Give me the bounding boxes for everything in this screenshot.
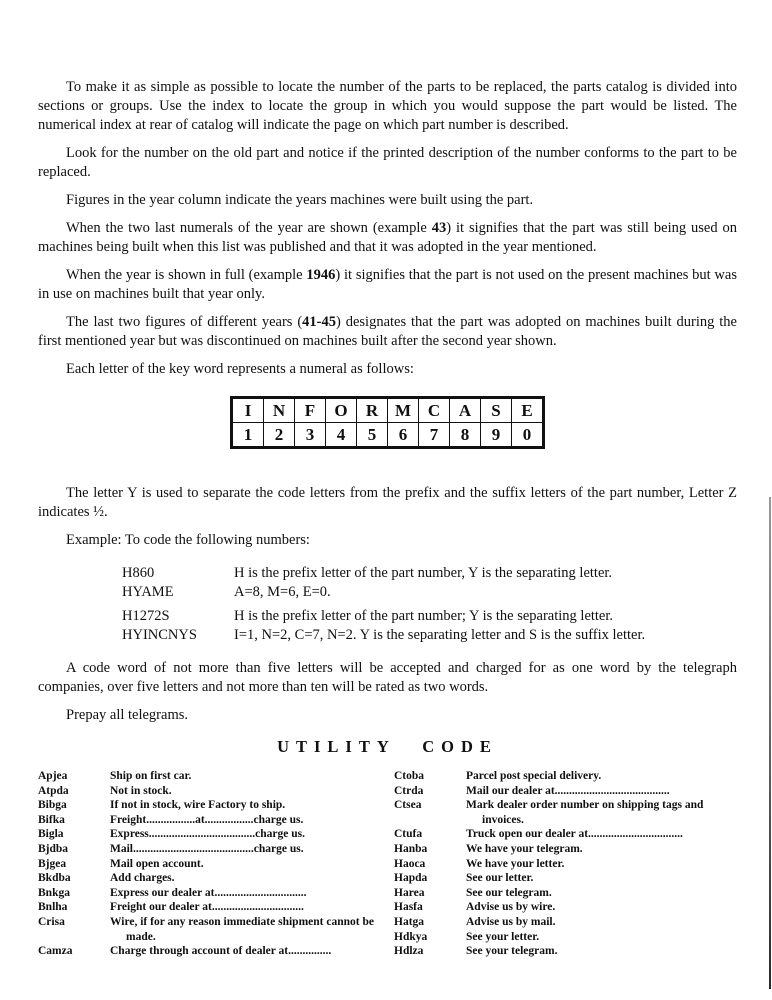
example-code-word: HYINCNYS <box>122 627 197 643</box>
keyword-numeral-cell: 1 <box>232 423 264 448</box>
utility-code-right-column <box>394 769 737 959</box>
code-row <box>38 784 394 799</box>
code-row <box>394 930 737 945</box>
example-description: A=8, M=6, E=0. <box>234 584 331 600</box>
code-meaning: We have your telegram. <box>466 842 583 855</box>
code-row <box>38 842 394 857</box>
keyword-numeral-cell: 0 <box>512 423 544 448</box>
code-word: Ctufa <box>394 828 423 841</box>
code-row <box>394 871 737 886</box>
keyword-letters-row <box>232 398 543 423</box>
code-meaning: Wire, if for any reason immediate shipment cannot be made. <box>110 915 374 943</box>
keyword-numeral-cell: 2 <box>264 423 295 448</box>
keyword-letter-cell: A <box>450 398 481 423</box>
code-meaning: Ship on first car. <box>110 770 192 782</box>
code-meaning: Charge through account of dealer at............... <box>110 945 332 958</box>
example-code-word: HYAME <box>122 584 174 600</box>
keyword-letter-cell: R <box>357 398 388 423</box>
code-word: Crisa <box>38 915 65 928</box>
intro-paragraph-1: To make it as simple as possible to locate the number of the parts to be replaced, the parts catalog is divided into sections or groups. Use the index to locate the group in which you would suppose the part would be listed. The numerical index at rear of catalog will indicate the page on which part number is described. <box>38 79 737 133</box>
code-meaning: Mark dealer order number on shipping tags and invoices. <box>466 799 704 826</box>
code-row <box>394 857 737 872</box>
intro-paragraph-5: When the year is shown in full (example 1946) it signifies that the part is not used on the present machines but was in use on machines built that year only. <box>38 267 737 302</box>
code-word: Ctoba <box>394 770 425 782</box>
code-meaning: Advise us by wire. <box>466 901 556 914</box>
utility-code-heading: UTILITY CODE <box>277 737 498 756</box>
keyword-numeral-cell: 9 <box>481 423 512 448</box>
keyword-letter-cell: S <box>481 398 512 423</box>
code-row <box>38 944 394 959</box>
code-word: Hasfa <box>394 901 423 914</box>
code-row <box>394 842 737 857</box>
code-meaning: Advise us by mail. <box>466 915 556 928</box>
code-row <box>38 915 394 944</box>
code-row <box>394 827 737 842</box>
keyword-letter-cell: N <box>264 398 295 423</box>
code-word: Bifka <box>38 813 65 826</box>
code-word: Bigla <box>38 828 64 841</box>
code-word: Haoca <box>394 857 426 870</box>
example-year-range: 41-45 <box>302 314 336 330</box>
code-word: Hanba <box>394 842 428 855</box>
code-word: Bnlha <box>38 901 68 914</box>
keyword-numeral-cell: 3 <box>295 423 326 448</box>
keyword-numeral-cell: 8 <box>450 423 481 448</box>
code-row <box>38 798 394 813</box>
telegraph-paragraph: A code word of not more than five letters will be accepted and charged for as one word by the telegraph companies, over five letters and not more than ten will be rated as two words. <box>38 660 737 695</box>
code-row <box>394 900 737 915</box>
code-row <box>38 871 394 886</box>
code-word: Hdkya <box>394 930 428 943</box>
example-description: H is the prefix letter of the part number; Y is the separating letter. <box>234 608 614 624</box>
code-meaning: Express.....................................charge us. <box>110 828 305 841</box>
intro-paragraph-2: Look for the number on the old part and notice if the printed description of the number conforms to the part to be replaced. <box>38 145 737 180</box>
example-part-number: H860 <box>122 565 155 581</box>
intro-paragraph-7: Each letter of the key word represents a numeral as follows: <box>66 361 414 377</box>
code-word: Atpda <box>38 784 69 797</box>
code-meaning: See your letter. <box>466 930 540 943</box>
page-edge-scan-line <box>769 497 771 989</box>
code-row <box>394 784 737 799</box>
intro-paragraph-6: The last two figures of different years (41-45) designates that the part was adopted on machines built during the first mentioned year but was discontinued on machines built after the second year shown. <box>38 314 737 349</box>
code-word: Ctrda <box>394 784 424 797</box>
code-row <box>38 886 394 901</box>
code-word: Bjdba <box>38 842 69 855</box>
keyword-letter-cell: I <box>232 398 264 423</box>
code-meaning: We have your letter. <box>466 857 565 870</box>
example-row <box>122 626 737 645</box>
code-word: Harea <box>394 886 425 899</box>
keyword-letter-cell: E <box>512 398 544 423</box>
code-meaning: Not in stock. <box>110 784 172 797</box>
keyword-letter-cell: C <box>419 398 450 423</box>
page-content <box>38 0 737 959</box>
code-row <box>38 827 394 842</box>
example-part-number: H1272S <box>122 608 170 624</box>
code-meaning: Add charges. <box>110 872 175 885</box>
code-meaning: See our letter. <box>466 872 534 885</box>
code-row <box>394 944 737 959</box>
keyword-letter-cell: M <box>388 398 419 423</box>
code-meaning: Parcel post special delivery. <box>466 770 602 782</box>
keyword-code-table <box>231 397 544 448</box>
code-meaning: Mail our dealer at........................................ <box>466 784 670 797</box>
example-label: Example: To code the following numbers: <box>66 532 310 548</box>
code-word: Bibga <box>38 799 67 812</box>
code-meaning: Express our dealer at................................ <box>110 886 307 899</box>
code-meaning: Freight.................at.................charge us. <box>110 813 304 826</box>
code-row <box>38 813 394 828</box>
keyword-numerals-row <box>232 423 543 448</box>
code-meaning: See our telegram. <box>466 886 552 899</box>
code-row <box>394 798 737 827</box>
code-row <box>38 857 394 872</box>
code-row <box>394 915 737 930</box>
code-meaning: Mail open account. <box>110 857 204 870</box>
utility-code-left-column <box>38 769 394 959</box>
example-description: I=1, N=2, C=7, N=2. Y is the separating letter and S is the suffix letter. <box>234 627 646 643</box>
code-word: Bnkga <box>38 886 70 899</box>
code-word: Ctsea <box>394 799 422 812</box>
code-word: Apjea <box>38 770 68 782</box>
example-year-1946: 1946 <box>306 267 336 283</box>
intro-paragraph-3: Figures in the year column indicate the years machines were built using the part. <box>66 192 534 208</box>
utility-code-list <box>38 769 737 959</box>
prepay-paragraph: Prepay all telegrams. <box>66 707 188 723</box>
example-year-43: 43 <box>431 220 447 236</box>
code-meaning: See your telegram. <box>466 945 558 958</box>
keyword-letter-cell: O <box>326 398 357 423</box>
code-word: Bkdba <box>38 872 71 885</box>
intro-paragraph-4: When the two last numerals of the year are shown (example 43) it signifies that the part was still being used on machines being built when this list was published and that it was adopted in the year mentioned. <box>38 220 738 255</box>
keyword-numeral-cell: 5 <box>357 423 388 448</box>
code-meaning: Mail..........................................charge us. <box>110 842 304 855</box>
code-row <box>394 769 737 784</box>
example-block <box>122 564 737 645</box>
code-row <box>38 900 394 915</box>
keyword-numeral-cell: 6 <box>388 423 419 448</box>
code-row <box>38 769 394 784</box>
example-row <box>122 564 737 583</box>
code-meaning: Truck open our dealer at................................. <box>466 828 683 841</box>
code-meaning: Freight our dealer at................................ <box>110 901 304 914</box>
keyword-numeral-cell: 4 <box>326 423 357 448</box>
separator-letter-paragraph: The letter Y is used to separate the code letters from the prefix and the suffix letters of the part number, Letter Z indicates ½. <box>38 485 737 520</box>
example-description: H is the prefix letter of the part number, Y is the separating letter. <box>234 565 613 581</box>
keyword-numeral-cell: 7 <box>419 423 450 448</box>
code-word: Hapda <box>394 872 428 885</box>
keyword-letter-cell: F <box>295 398 326 423</box>
code-row <box>394 886 737 901</box>
example-row <box>122 583 737 602</box>
example-row <box>122 607 737 626</box>
code-word: Hdlza <box>394 945 424 958</box>
code-word: Hatga <box>394 915 425 928</box>
code-word: Bjgea <box>38 857 67 870</box>
code-meaning: If not in stock, wire Factory to ship. <box>110 799 286 812</box>
code-word: Camza <box>38 945 73 958</box>
